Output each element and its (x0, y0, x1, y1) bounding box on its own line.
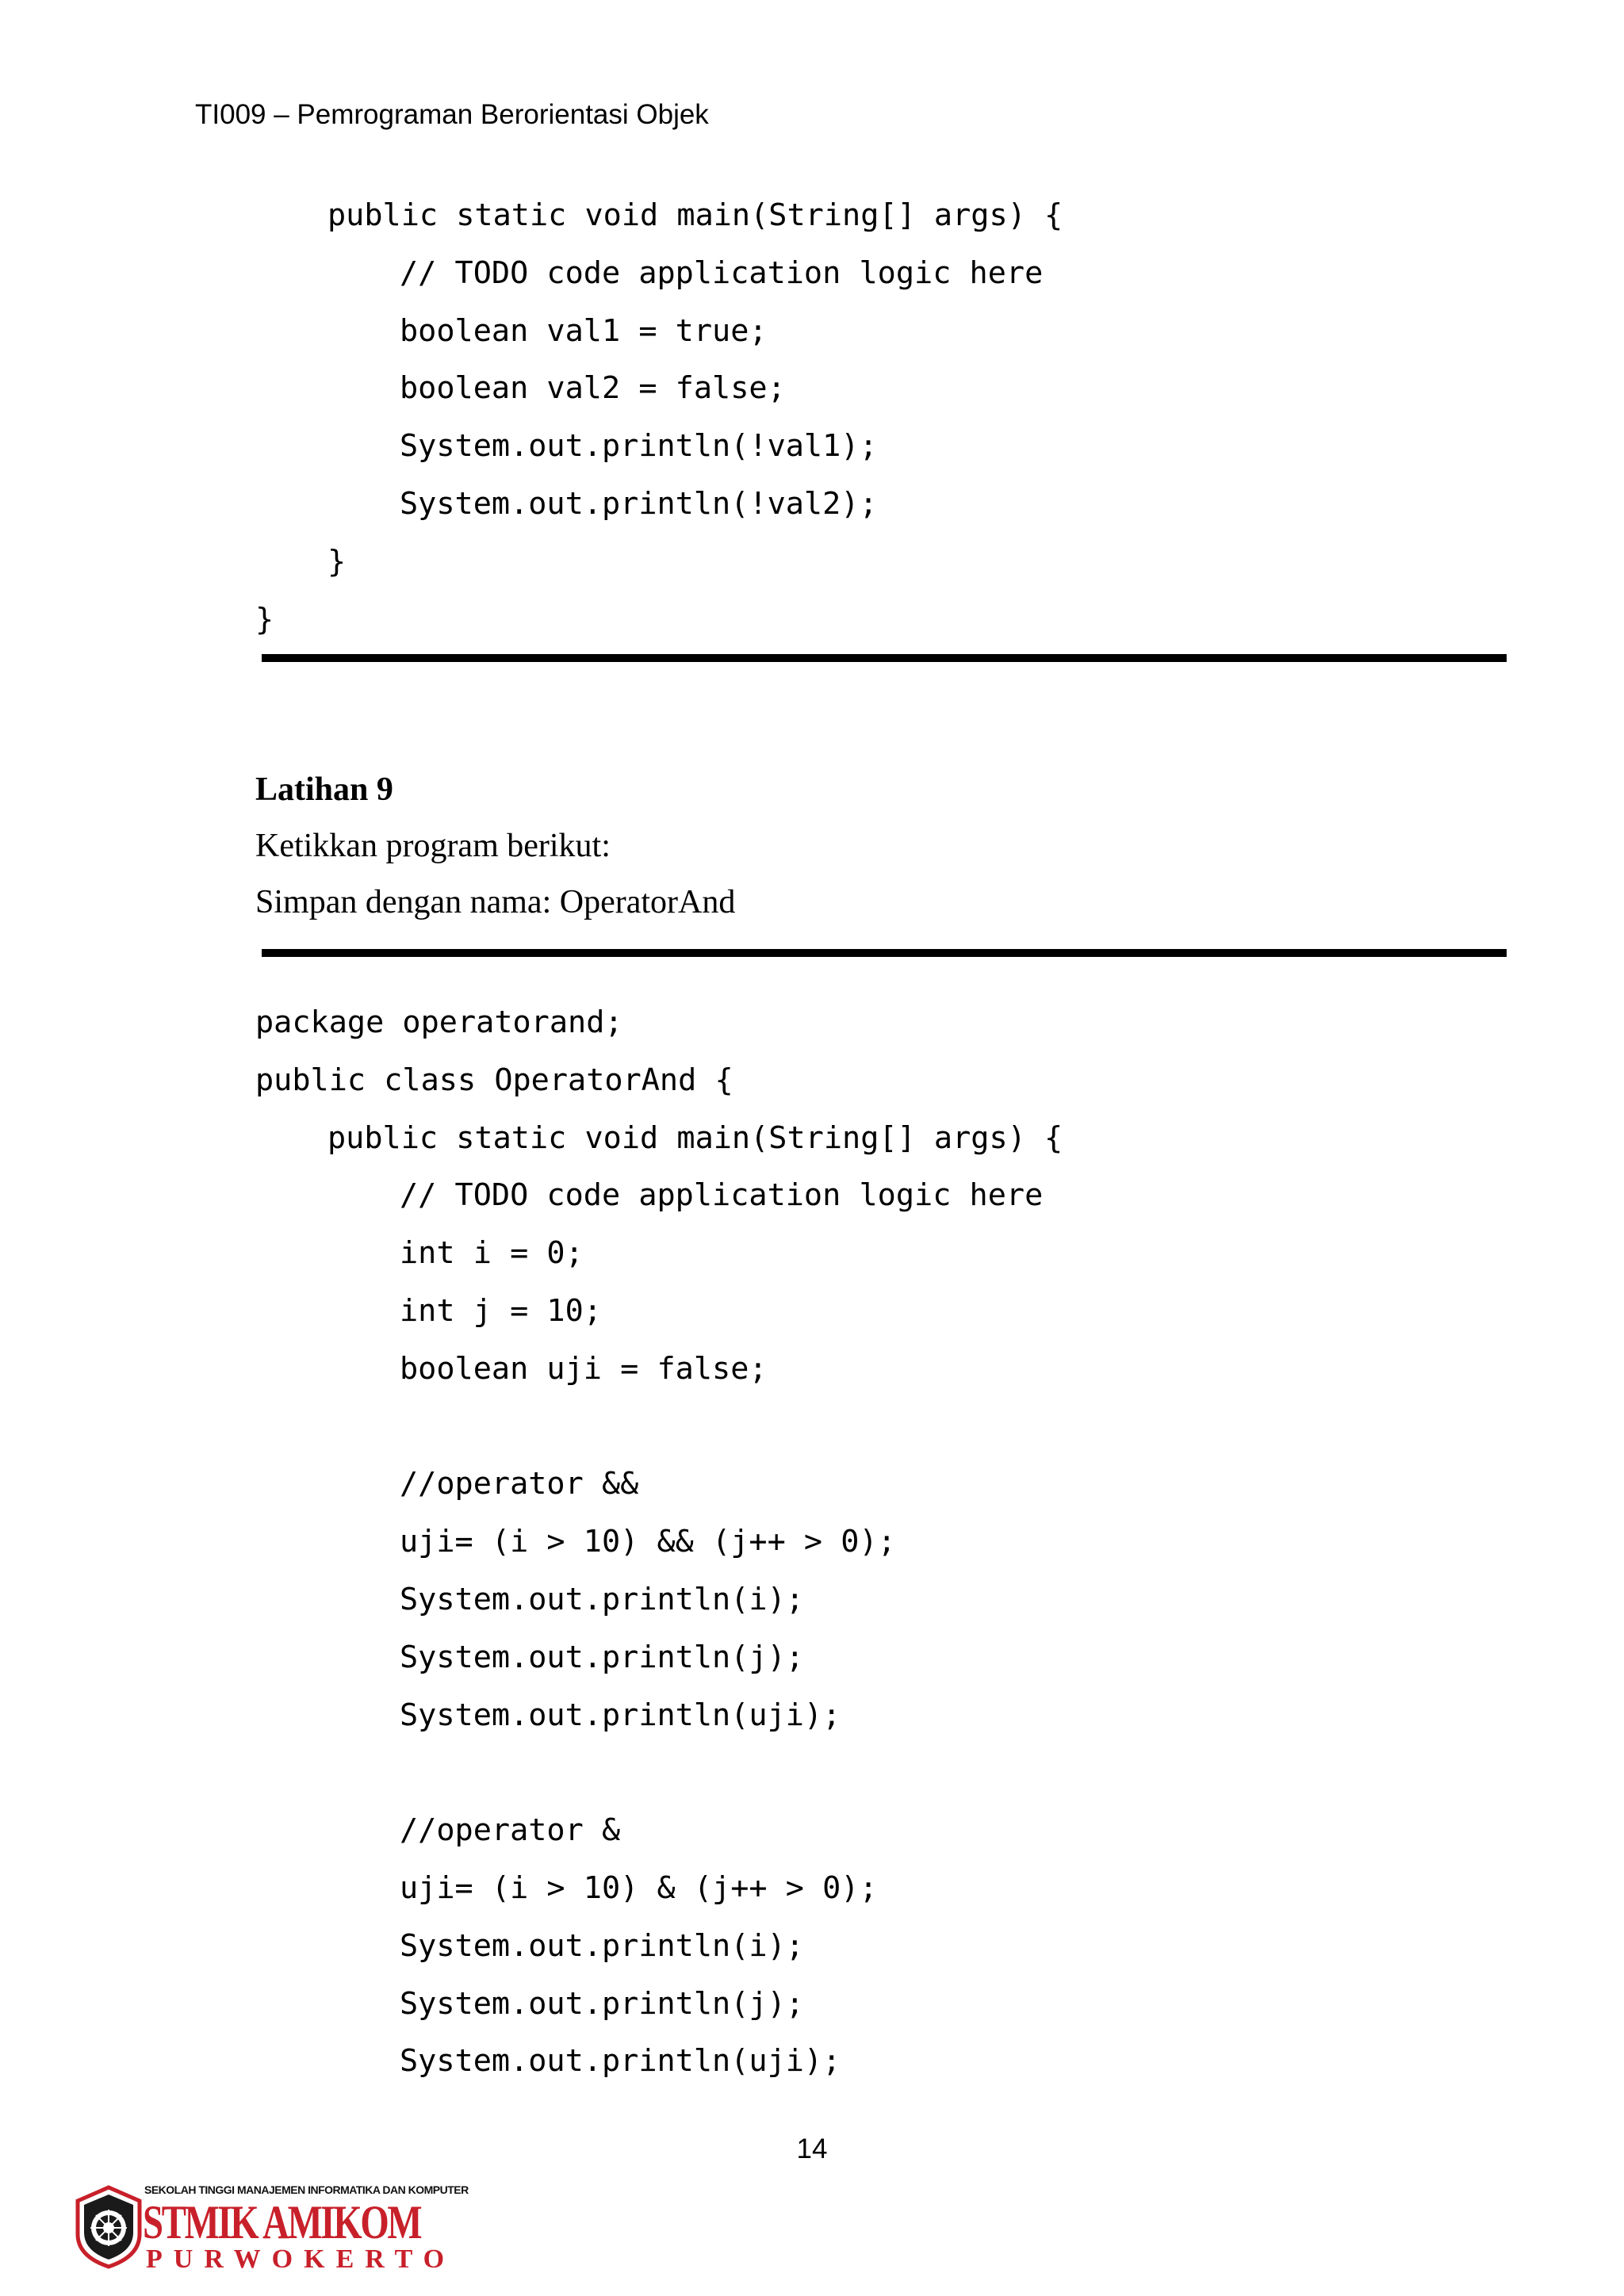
running-header: TI009 – Pemrograman Berorientasi Objek (195, 99, 709, 130)
code-line: } (255, 601, 274, 637)
code-line: // TODO code application logic here (400, 254, 1044, 291)
logo-name-text: STMIK AMIKOM (143, 2196, 421, 2248)
code-line: int i = 0; (400, 1235, 584, 1272)
code-line: System.out.println(uji); (400, 2043, 841, 2080)
exercise-title: Latihan 9 (255, 771, 393, 808)
code-line (255, 1744, 1063, 1802)
code-line: boolean uji = false; (400, 1350, 768, 1387)
code-line: package operatorand; (255, 1004, 623, 1040)
horizontal-rule (262, 949, 1507, 957)
code-line: System.out.println(j); (400, 1985, 804, 2022)
code-line: boolean val1 = true; (400, 312, 768, 349)
code-line: uji= (i > 10) & (j++ > 0); (400, 1869, 878, 1906)
code-line: int j = 10; (400, 1292, 602, 1329)
code-line: System.out.println(i); (400, 1927, 804, 1964)
code-line: System.out.println(!val2); (400, 485, 878, 522)
code-line: System.out.println(j); (400, 1639, 804, 1675)
code-line: //operator & (400, 1812, 621, 1849)
code-block-operator-and (255, 994, 1063, 2091)
exercise-filename: Simpan dengan nama: OperatorAnd (255, 884, 736, 920)
horizontal-rule (262, 654, 1507, 662)
page-number: 14 (796, 2133, 828, 2164)
code-line: System.out.println(uji); (400, 1697, 841, 1733)
code-line: uji= (i > 10) && (j++ > 0); (400, 1524, 896, 1560)
code-line (255, 1399, 1063, 1456)
code-line: public static void main(String[] args) { (327, 1119, 1063, 1156)
code-line: boolean val2 = false; (400, 370, 786, 407)
seal-icon (73, 2185, 144, 2269)
exercise-instruction: Ketikkan program berikut: (255, 828, 611, 864)
code-block-main-method (255, 187, 1063, 649)
code-line: public static void main(String[] args) { (327, 197, 1063, 233)
code-line: System.out.println(i); (400, 1581, 804, 1617)
code-line: } (327, 543, 347, 580)
institution-logo (73, 2179, 469, 2274)
code-line: //operator && (400, 1466, 639, 1502)
logo-city-text: PURWOKERTO (146, 2244, 456, 2274)
code-line: System.out.println(!val1); (400, 428, 878, 465)
code-line: public class OperatorAnd { (255, 1062, 733, 1098)
code-line: // TODO code application logic here (400, 1177, 1044, 1214)
logo-institution-text: SEKOLAH TINGGI MANAJEMEN INFORMATIKA DAN KOMPUTER (144, 2183, 469, 2196)
